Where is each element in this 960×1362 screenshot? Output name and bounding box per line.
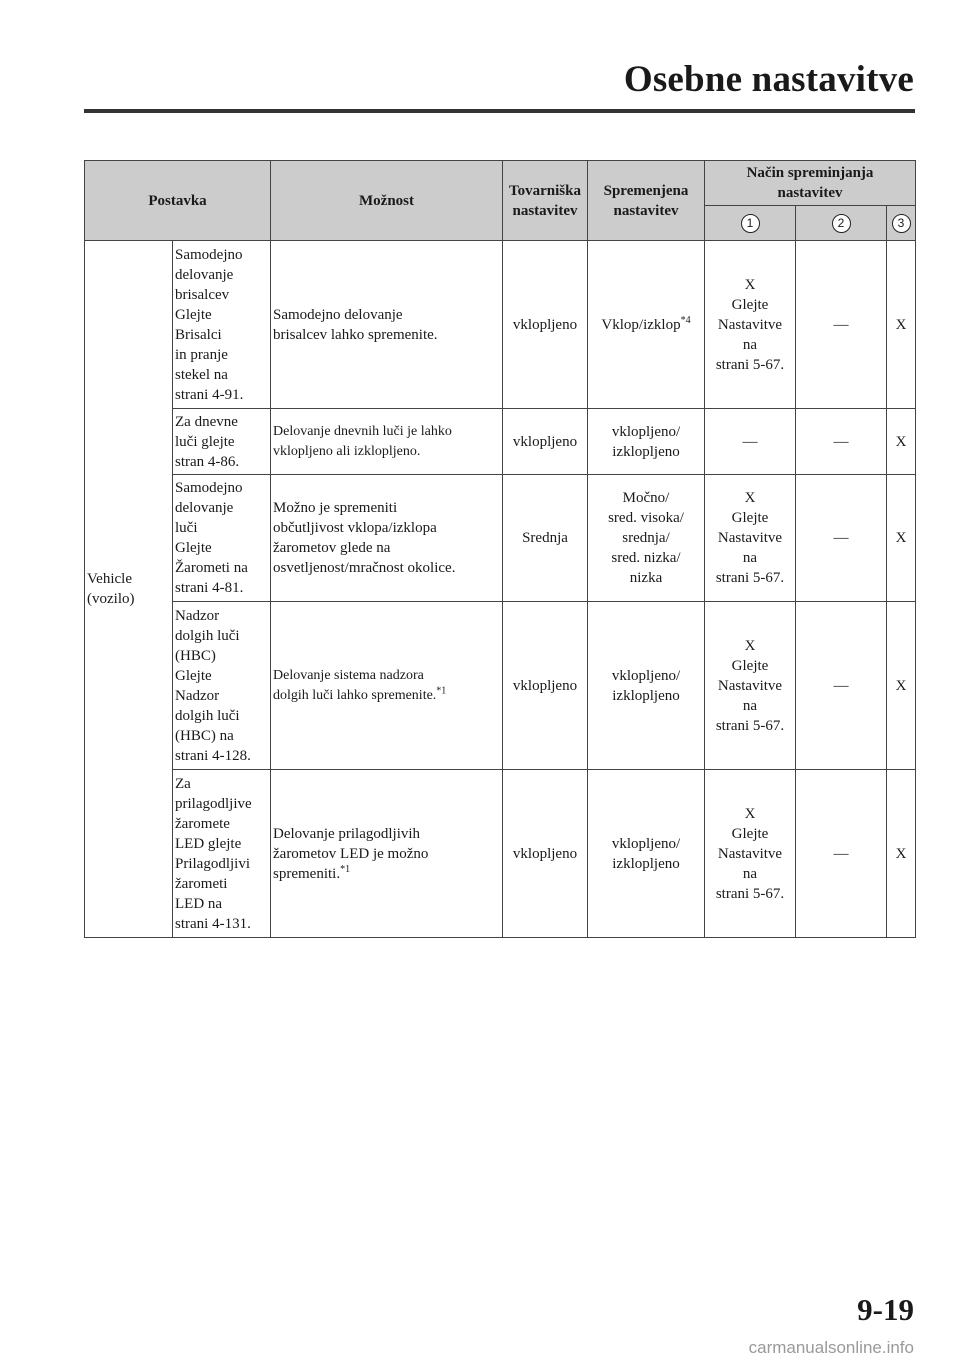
- header-option: Možnost: [271, 161, 503, 241]
- method-1-cell: X Glejte Nastavitve na strani 5-67.: [705, 602, 796, 770]
- option-cell: Samodejno delovanje luči Glejte Žarometi na strani 4-81.: [173, 475, 271, 602]
- header-change-method: Način spreminjanja nastavitev: [705, 161, 916, 206]
- option-cell: Nadzor dolgih luči (HBC) Glejte Nadzor dolgih luči (HBC) na strani 4-128.: [173, 602, 271, 770]
- method-3-cell: X: [887, 602, 916, 770]
- table-row: [85, 770, 916, 938]
- changed-cell: Močno/ sred. visoka/ srednja/ sred. nizka/ nizka: [588, 475, 705, 602]
- factory-cell: vklopljeno: [503, 409, 588, 475]
- method-2-cell: —: [796, 409, 887, 475]
- description-cell: Delovanje dnevnih luči je lahko vklopljeno ali izklopljeno.: [271, 409, 503, 475]
- title-divider: [84, 109, 915, 113]
- method-1-cell: —: [705, 409, 796, 475]
- table-row: [85, 475, 916, 602]
- method-2-cell: —: [796, 241, 887, 409]
- changed-cell: Vklop/izklop$^{*4}$: [588, 241, 705, 409]
- method-1-cell: X Glejte Nastavitve na strani 5-67.: [705, 770, 796, 938]
- circled-number-2: 2: [832, 214, 851, 233]
- method-3-cell: X: [887, 241, 916, 409]
- header-method-3: [887, 206, 916, 241]
- header-changed-setting: Spremenjena nastavitev: [588, 161, 705, 241]
- option-cell: Samodejno delovanje brisalcev Glejte Brisalci in pranje stekel na strani 4-91.: [173, 241, 271, 409]
- circled-number-1: 1: [741, 214, 760, 233]
- header-method-2: [796, 206, 887, 241]
- page-title: Osebne nastavitve: [623, 59, 914, 100]
- factory-cell: vklopljeno: [503, 602, 588, 770]
- description-cell: Delovanje sistema nadzora dolgih luči lahko spremenite.$^{*1}$: [271, 602, 503, 770]
- category-cell: Vehicle (vozilo): [85, 241, 173, 938]
- page-number: 9-19: [857, 1292, 914, 1327]
- option-cell: Za dnevne luči glejte stran 4-86.: [173, 409, 271, 475]
- watermark-text: carmanualsonline.info: [748, 1338, 914, 1357]
- factory-cell: Srednja: [503, 475, 588, 602]
- changed-cell: vklopljeno/ izklopljeno: [588, 770, 705, 938]
- method-1-cell: X Glejte Nastavitve na strani 5-67.: [705, 475, 796, 602]
- method-3-cell: X: [887, 475, 916, 602]
- changed-cell: vklopljeno/ izklopljeno: [588, 409, 705, 475]
- table-row: [85, 602, 916, 770]
- header-factory-setting: Tovarniška nastavitev: [503, 161, 588, 241]
- table-row: [85, 241, 916, 409]
- description-cell: Samodejno delovanje brisalcev lahko spremenite.: [271, 241, 503, 409]
- factory-cell: vklopljeno: [503, 241, 588, 409]
- description-cell: Možno je spremeniti občutljivost vklopa/izklopa žarometov glede na osvetljenost/mračnost okolice.: [271, 475, 503, 602]
- method-2-cell: —: [796, 602, 887, 770]
- description-cell: Delovanje prilagodljivih žarometov LED je možno spremeniti.$^{*1}$: [271, 770, 503, 938]
- changed-cell: vklopljeno/ izklopljeno: [588, 602, 705, 770]
- method-2-cell: —: [796, 770, 887, 938]
- method-1-cell: X Glejte Nastavitve na strani 5-67.: [705, 241, 796, 409]
- method-3-cell: X: [887, 770, 916, 938]
- table-row: [85, 409, 916, 475]
- settings-table: [84, 160, 916, 938]
- header-item: Postavka: [85, 161, 271, 241]
- header-method-1: [705, 206, 796, 241]
- method-3-cell: X: [887, 409, 916, 475]
- method-2-cell: —: [796, 475, 887, 602]
- factory-cell: vklopljeno: [503, 770, 588, 938]
- option-cell: Za prilagodljive žaromete LED glejte Prilagodljivi žarometi LED na strani 4-131.: [173, 770, 271, 938]
- circled-number-3: 3: [892, 214, 911, 233]
